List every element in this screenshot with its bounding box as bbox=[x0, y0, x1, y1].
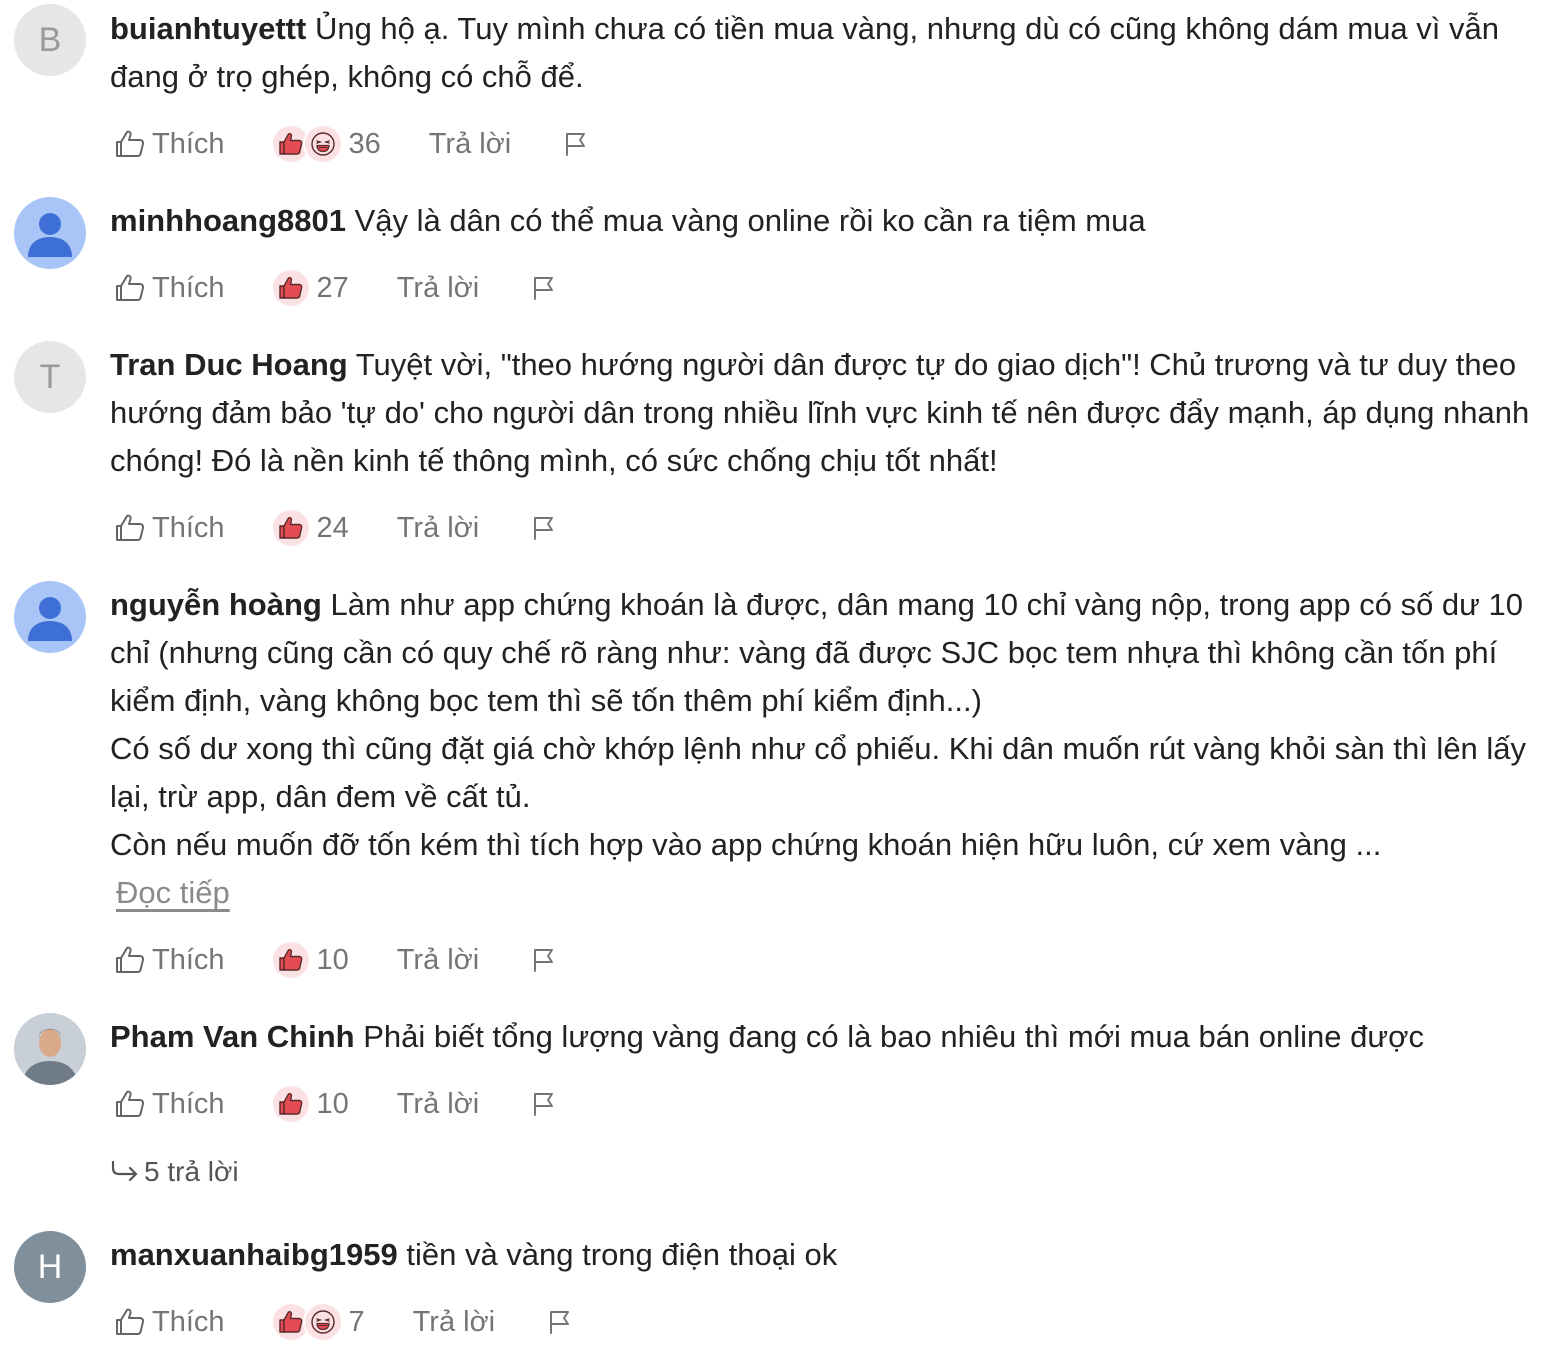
thumbs-up-icon bbox=[114, 512, 146, 544]
reply-button[interactable]: Trả lời bbox=[412, 1305, 496, 1338]
comment-text: Tuyệt vời, "theo hướng người dân được tự do giao dịch"! Chủ trương và tư duy theo hướng đảm bảo 'tự do' cho người dân trong nhiều lĩnh vực kinh tế nên được đẩy mạnh, áp dụng nhanh chóng! Đó là nền kinh tế thông mình, có sức chống chịu tốt nhất! bbox=[110, 347, 1530, 478]
reply-button[interactable]: Trả lời bbox=[396, 271, 480, 304]
comment-actions bbox=[114, 268, 557, 308]
comment-author[interactable]: minhhoang8801 bbox=[110, 203, 346, 238]
report-button[interactable] bbox=[547, 1309, 573, 1335]
comment-author[interactable]: Tran Duc Hoang bbox=[110, 347, 348, 382]
comment-body bbox=[110, 341, 1540, 485]
view-replies-link[interactable] bbox=[110, 1156, 239, 1188]
comment-text-line: Có số dư xong thì cũng đặt giá chờ khớp lệnh như cổ phiếu. Khi dân muốn rút vàng khỏi sàn thì lên lấy lại, trừ app, dân đem về cất tủ. bbox=[110, 731, 1527, 814]
comment-author[interactable]: manxuanhaibg1959 bbox=[110, 1237, 398, 1272]
like-label: Thích bbox=[152, 943, 225, 976]
avatar[interactable] bbox=[14, 1013, 86, 1085]
reactions-summary[interactable] bbox=[271, 508, 349, 548]
comment-body bbox=[110, 5, 1540, 101]
reactions-summary[interactable] bbox=[271, 940, 349, 980]
thumbs-up-icon bbox=[114, 944, 146, 976]
comment-actions bbox=[114, 508, 557, 548]
like-reaction-icon bbox=[271, 1084, 311, 1124]
reply-button[interactable]: Trả lời bbox=[396, 511, 480, 544]
reply-button[interactable]: Trả lời bbox=[428, 127, 512, 160]
comment-body bbox=[110, 1013, 1540, 1061]
avatar[interactable] bbox=[14, 581, 86, 653]
like-reaction-icon bbox=[271, 268, 311, 308]
report-button[interactable] bbox=[563, 131, 589, 157]
replies-count-label: 5 trả lời bbox=[144, 1156, 239, 1187]
reply-button[interactable]: Trả lời bbox=[396, 1087, 480, 1120]
reactions-summary[interactable] bbox=[271, 124, 381, 164]
avatar-letter: T bbox=[39, 357, 61, 396]
comment-body bbox=[110, 197, 1540, 245]
flag-icon bbox=[547, 1309, 573, 1335]
like-button[interactable] bbox=[114, 512, 225, 545]
like-reaction-icon bbox=[271, 940, 311, 980]
report-button[interactable] bbox=[531, 947, 557, 973]
reactions-summary[interactable] bbox=[271, 1302, 365, 1342]
comment-text-line: Còn nếu muốn đỡ tốn kém thì tích hợp vào app chứng khoán hiện hữu luôn, cứ xem vàng ... bbox=[110, 827, 1382, 862]
like-label: Thích bbox=[152, 1305, 225, 1338]
like-reaction-icon bbox=[271, 508, 311, 548]
comment-text: Làm như app chứng khoán là được, dân mang 10 chỉ vàng nộp, trong app có số dư 10 chỉ (nhưng cũng cần có quy chế rõ ràng như: vàng đã được SJC bọc tem nhựa thì không cần tốn phí kiểm định, vàng không bọc tem thì sẽ tốn thêm phí kiểm định...) bbox=[110, 587, 1524, 718]
reaction-count: 10 bbox=[316, 1087, 349, 1120]
like-button[interactable] bbox=[114, 1088, 225, 1121]
reaction-count: 24 bbox=[316, 511, 349, 544]
reply-button[interactable]: Trả lời bbox=[396, 943, 480, 976]
avatar[interactable] bbox=[14, 197, 86, 269]
comment-author[interactable]: nguyễn hoàng bbox=[110, 587, 322, 622]
flag-icon bbox=[531, 1091, 557, 1117]
flag-icon bbox=[531, 275, 557, 301]
comment-body bbox=[110, 581, 1540, 917]
comment-body bbox=[110, 1231, 1540, 1279]
read-more-link[interactable]: Đọc tiếp bbox=[116, 875, 230, 910]
reaction-count: 36 bbox=[348, 127, 381, 160]
user-icon bbox=[14, 197, 86, 269]
avatar[interactable] bbox=[14, 341, 86, 413]
thumbs-up-icon bbox=[114, 1306, 146, 1338]
haha-reaction-icon bbox=[303, 124, 343, 164]
like-label: Thích bbox=[152, 271, 225, 304]
comment-actions bbox=[114, 940, 557, 980]
like-button[interactable] bbox=[114, 944, 225, 977]
avatar[interactable] bbox=[14, 1231, 86, 1303]
reaction-count: 7 bbox=[348, 1305, 365, 1338]
thumbs-up-icon bbox=[114, 128, 146, 160]
like-button[interactable] bbox=[114, 1306, 225, 1339]
like-label: Thích bbox=[152, 1087, 225, 1120]
like-button[interactable] bbox=[114, 128, 225, 161]
comment-actions bbox=[114, 124, 589, 164]
reactions-summary[interactable] bbox=[271, 268, 349, 308]
report-button[interactable] bbox=[531, 515, 557, 541]
user-icon bbox=[14, 581, 86, 653]
reaction-count: 10 bbox=[316, 943, 349, 976]
reactions-summary[interactable] bbox=[271, 1084, 349, 1124]
comment-text: tiền và vàng trong điện thoại ok bbox=[406, 1237, 838, 1272]
avatar-letter: H bbox=[37, 1247, 63, 1286]
like-button[interactable] bbox=[114, 272, 225, 305]
reply-arrow-icon bbox=[110, 1160, 140, 1184]
avatar[interactable] bbox=[14, 4, 86, 76]
comment-author[interactable]: Pham Van Chinh bbox=[110, 1019, 355, 1054]
comment-actions bbox=[114, 1084, 557, 1124]
like-label: Thích bbox=[152, 127, 225, 160]
comment-actions bbox=[114, 1302, 573, 1342]
reaction-count: 27 bbox=[316, 271, 349, 304]
thumbs-up-icon bbox=[114, 1088, 146, 1120]
avatar-letter: B bbox=[38, 20, 62, 59]
flag-icon bbox=[531, 947, 557, 973]
user-photo-icon bbox=[14, 1013, 86, 1085]
flag-icon bbox=[531, 515, 557, 541]
report-button[interactable] bbox=[531, 1091, 557, 1117]
haha-reaction-icon bbox=[303, 1302, 343, 1342]
comment-text: Phải biết tổng lượng vàng đang có là bao nhiêu thì mới mua bán online được bbox=[363, 1019, 1424, 1054]
thumbs-up-icon bbox=[114, 272, 146, 304]
report-button[interactable] bbox=[531, 275, 557, 301]
like-label: Thích bbox=[152, 511, 225, 544]
comment-text: Ủng hộ ạ. Tuy mình chưa có tiền mua vàng, nhưng dù có cũng không dám mua vì vẫn đang ở trọ ghép, không có chỗ để. bbox=[110, 11, 1499, 94]
comment-author[interactable]: buianhtuyettt bbox=[110, 11, 307, 46]
comment-text: Vậy là dân có thể mua vàng online rồi ko cần ra tiệm mua bbox=[354, 203, 1146, 238]
flag-icon bbox=[563, 131, 589, 157]
